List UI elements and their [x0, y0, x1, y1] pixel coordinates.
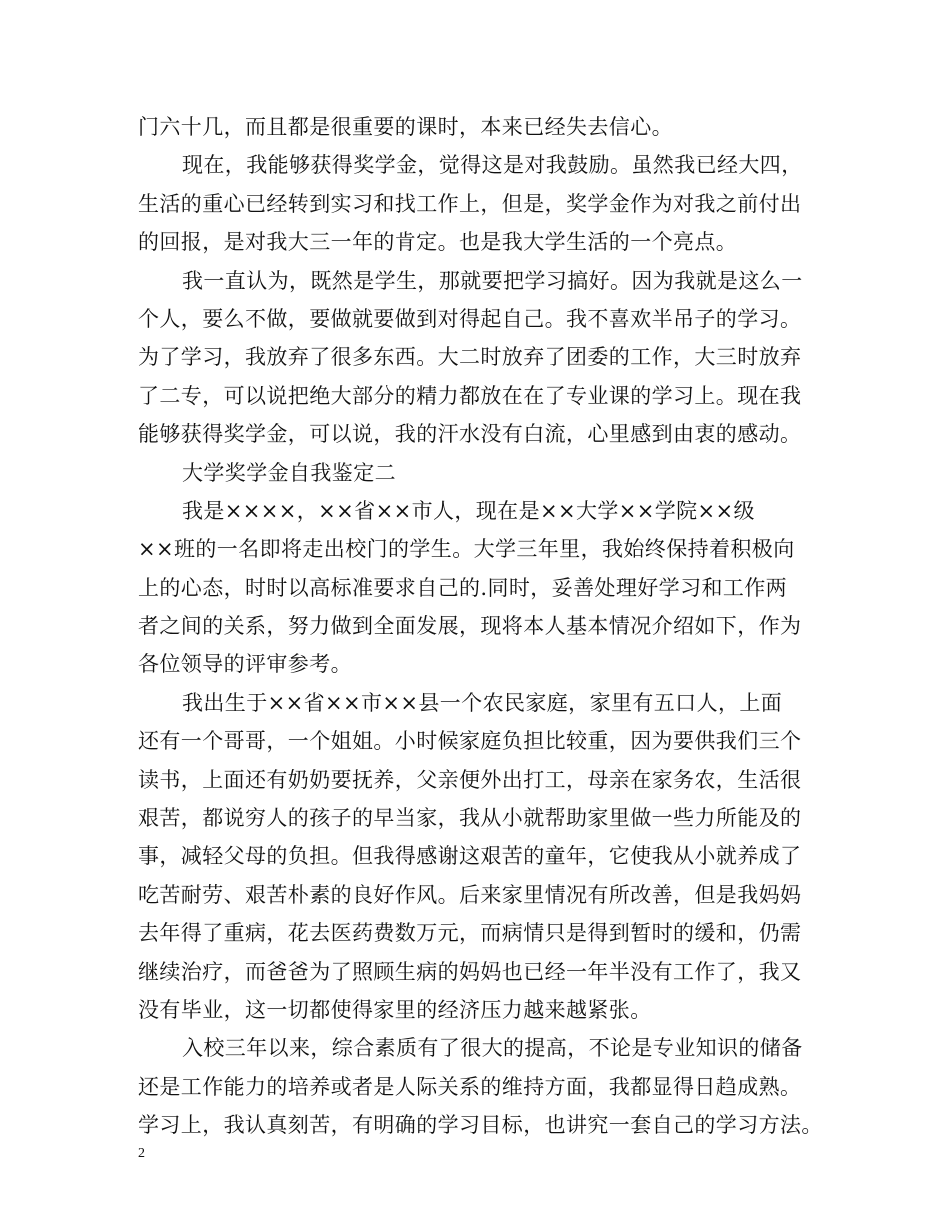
- text-line: 去年得了重病，花去医药费数万元，而病情只是得到暂时的缓和，仍需: [138, 921, 802, 946]
- text-line: 者之间的关系，努力做到全面发展，现将本人基本情况介绍如下，作为: [138, 614, 802, 639]
- text-line: 事，减轻父母的负担。但我得感谢这艰苦的童年，它使我从小就养成了: [138, 844, 802, 869]
- text-line: 的回报，是对我大三一年的肯定。也是我大学生活的一个亮点。: [138, 230, 738, 255]
- text-line: 读书，上面还有奶奶要抚养，父亲便外出打工，母亲在家务农，生活很: [138, 767, 802, 792]
- text-line: ××班的一名即将走出校门的学生。大学三年里，我始终保持着积极向: [138, 537, 795, 562]
- text-line: 为了学习，我放弃了很多东西。大二时放弃了团委的工作，大三时放弃: [138, 345, 802, 370]
- text-line: 继续治疗，而爸爸为了照顾生病的妈妈也已经一年半没有工作了，我又: [138, 959, 802, 984]
- text-line: 大学奖学金自我鉴定二: [182, 460, 396, 485]
- text-line: 各位领导的评审参考。: [138, 652, 352, 677]
- text-line: 我出生于××省××市××县一个农民家庭，家里有五口人，上面: [182, 690, 783, 715]
- text-line: 学习上，我认真刻苦，有明确的学习目标，也讲究一套自己的学习方法。: [138, 1113, 823, 1138]
- text-line: 还是工作能力的培养或者是人际关系的维持方面，我都显得日趋成熟。: [138, 1074, 802, 1099]
- body-text: [138, 108, 828, 1145]
- text-line: 我是××××，××省××市人，现在是××大学××学院××级: [182, 498, 755, 523]
- text-line: 现在，我能够获得奖学金，觉得这是对我鼓励。虽然我已经大四，: [182, 153, 803, 178]
- text-line: 我一直认为，既然是学生，那就要把学习搞好。因为我就是这么一: [182, 268, 803, 293]
- text-line: 门六十几，而且都是很重要的课时，本来已经失去信心。: [138, 115, 673, 139]
- text-line: 生活的重心已经转到实习和找工作上，但是，奖学金作为对我之前付出: [138, 191, 802, 216]
- text-line: 吃苦耐劳、艰苦朴素的良好作风。后来家里情况有所改善，但是我妈妈: [138, 882, 802, 907]
- text-line: 上的心态，时时以高标准要求自己的.同时，妥善处理好学习和工作两: [138, 575, 788, 600]
- text-line: 还有一个哥哥，一个姐姐。小时候家庭负担比较重，因为要供我们三个: [138, 729, 802, 754]
- text-line: 了二专，可以说把绝大部分的精力都放在在了专业课的学习上。现在我: [138, 383, 802, 408]
- text-line: 没有毕业，这一切都使得家里的经济压力越来越紧张。: [138, 997, 652, 1022]
- text-line: 艰苦，都说穷人的孩子的早当家，我从小就帮助家里做一些力所能及的: [138, 806, 802, 831]
- text-line: 入校三年以来，综合素质有了很大的提高，不论是专业知识的储备: [182, 1036, 803, 1061]
- text-line: 个人，要么不做，要做就要做到对得起自己。我不喜欢半吊子的学习。: [138, 306, 802, 331]
- page-number: 2: [138, 1146, 145, 1161]
- text-line: 能够获得奖学金，可以说，我的汗水没有白流，心里感到由衷的感动。: [138, 422, 802, 447]
